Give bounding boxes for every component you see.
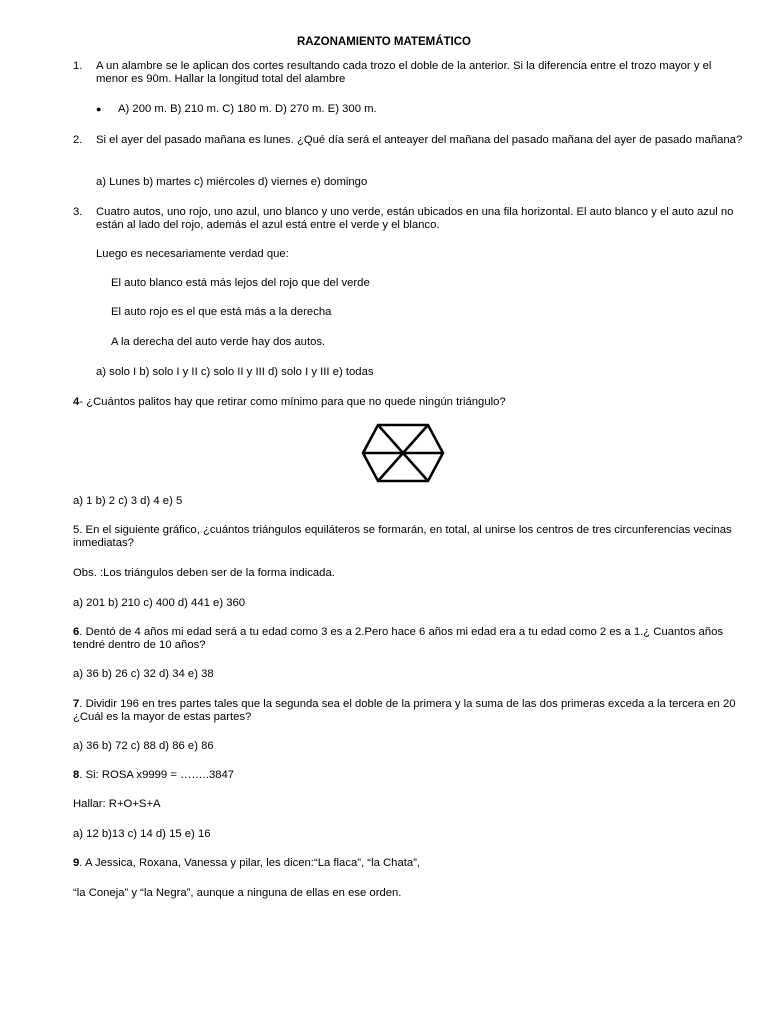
q8-question: . Si: ROSA x9999 = ……..3847 [79,769,235,781]
q5-options: a) 201 b) 210 c) 400 d) 441 e) 360 [73,597,246,609]
q7-number: 7 [73,698,80,710]
q3-item-1: El auto blanco está más lejos del rojo que del verde [111,277,370,289]
q1-options: A) 200 m. B) 210 m. C) 180 m. D) 270 m. E) 300 m. [118,103,377,115]
q7-text [73,698,743,724]
q4-text [73,396,743,409]
bullet-icon: ● [96,104,102,114]
q8-text [73,769,743,782]
q6-options: a) 36 b) 26 c) 32 d) 34 e) 38 [73,668,214,680]
q4-options: a) 1 b) 2 c) 3 d) 4 e) 5 [73,495,183,507]
q3-item-2: El auto rojo es el que está más a la derecha [111,306,332,318]
q6-number: 6 [73,626,80,638]
q8-options: a) 12 b)13 c) 14 d) 15 e) 16 [73,828,211,840]
q7-question: . Dividir 196 en tres partes tales que la segunda sea el doble de la primera y la suma de las dos primeras exceda a la tercera en 20 ¿Cuál es la mayor de estas partes? [73,698,736,723]
q1-text: A un alambre se le aplican dos cortes resultando cada trozo el doble de la anterior. Si la diferencia entre el trozo mayor y el menor es 90m. Hallar la longitud total del alambre [96,60,712,85]
q5-obs: Obs. :Los triángulos deben ser de la forma indicada. [73,567,335,579]
q9-number: 9 [73,857,80,869]
q9-text-continued: “la Coneja” y “la Negra”, aunque a ninguna de ellas en ese orden. [73,887,402,899]
q8-number: 8 [73,769,80,781]
q2-number: 2. [73,134,83,146]
q3-text: Cuatro autos, uno rojo, uno azul, uno blanco y uno verde, están ubicados en una fila horizontal. El auto blanco y el auto azul no están al lado del rojo, además el azul está entre el verde y el blanco. [96,206,734,231]
q2-text: Si el ayer del pasado mañana es lunes. ¿Qué día será el anteayer del mañana del pasado mañana del ayer de pasado mañana? [96,134,743,146]
q1-number: 1. [73,60,83,72]
q7-options: a) 36 b) 72 c) 88 d) 86 e) 86 [73,740,214,752]
q4-question: - ¿Cuántos palitos hay que retirar como mínimo para que no quede ningún triángulo? [79,396,506,408]
q6-question: . Dentó de 4 años mi edad será a tu edad como 3 es a 2.Pero hace 6 años mi edad era a tu edad como 2 es a 1.¿ Cuantos años tendré dentro de 10 años? [73,626,723,651]
q8-ask: Hallar: R+O+S+A [73,798,161,810]
hexagon-figure [361,423,445,483]
q9-text [73,857,743,870]
q4-number: 4 [73,396,80,408]
q5-text: 5. En el siguiente gráfico, ¿cuántos triángulos equiláteros se formarán, en total, al unirse los centros de tres circunferencias vecinas inmediatas? [73,524,732,549]
page-title: RAZONAMIENTO MATEMÁTICO [297,36,471,48]
q3-lead: Luego es necesariamente verdad que: [96,248,289,260]
q6-text [73,626,743,652]
q3-options: a) solo I b) solo I y II c) solo II y III d) solo I y III e) todas [96,366,374,378]
q9-question: . A Jessica, Roxana, Vanessa y pilar, les dicen:“La flaca”, “la Chata”, [79,857,421,869]
q3-item-3: A la derecha del auto verde hay dos autos. [111,336,326,348]
q3-number: 3. [73,206,83,218]
q2-options: a) Lunes b) martes c) miércoles d) viernes e) domingo [96,176,368,188]
